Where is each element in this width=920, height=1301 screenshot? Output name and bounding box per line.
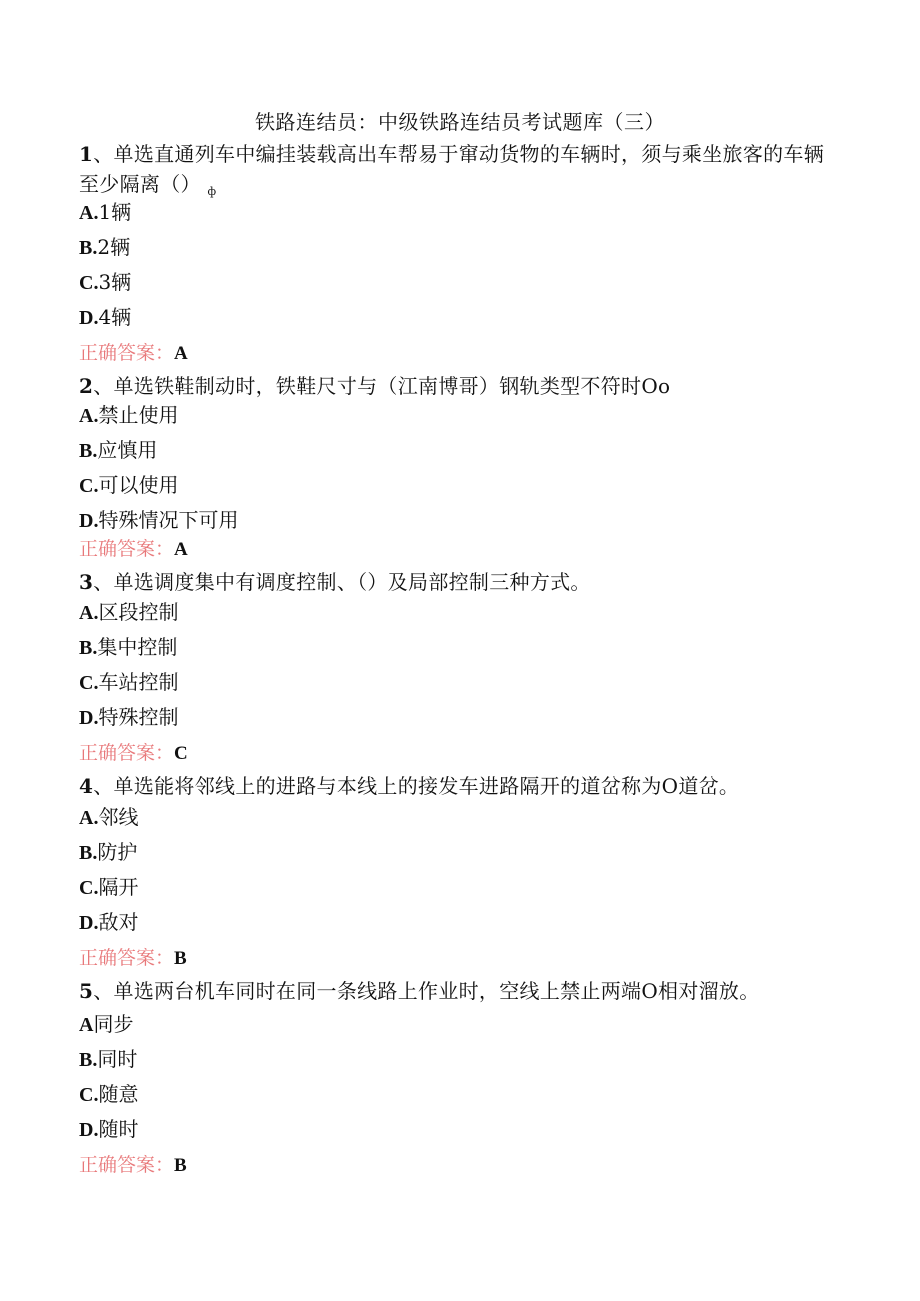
question-stem: 、单选调度集中有调度控制、（）及局部控制三种方式。 <box>93 570 591 594</box>
option-c: C.3辆 <box>79 270 132 294</box>
option-b: B.同时 <box>79 1047 138 1071</box>
option-b: B.应慎用 <box>79 438 158 462</box>
question-number: 2 <box>79 374 94 398</box>
question-number: 3 <box>79 570 94 594</box>
option-d: D.4辆 <box>79 305 132 329</box>
question-1-text <box>79 139 839 207</box>
answer-line <box>79 1151 187 1180</box>
option-d: D.随时 <box>79 1117 139 1141</box>
option-d: D.敌对 <box>79 910 139 934</box>
option-a: A.区段控制 <box>79 600 179 624</box>
option-a: A同步 <box>79 1012 134 1036</box>
question-number: 4 <box>79 774 94 798</box>
option-a: A.禁止使用 <box>79 403 179 427</box>
question-5-text <box>79 976 839 1006</box>
question-number: 1 <box>79 142 94 166</box>
option-c: C.车站控制 <box>79 670 179 694</box>
answer-label: 正确答案： <box>79 742 175 764</box>
option-a: A.邻线 <box>79 805 139 829</box>
answer-label: 正确答案： <box>79 538 175 560</box>
option-c: C.隔开 <box>79 875 139 899</box>
question-stem: 、单选能将邻线上的进路与本线上的接发车进路隔开的道岔称为O道岔。 <box>93 774 740 798</box>
answer-label: 正确答案： <box>79 1154 175 1176</box>
option-b: B.集中控制 <box>79 635 178 659</box>
option-b: B.2辆 <box>79 235 131 259</box>
answer-line <box>79 739 188 768</box>
question-stem: 、单选铁鞋制动时，铁鞋尺寸与（江南博哥）钢轨类型不符时Oo <box>93 374 671 398</box>
answer-line <box>79 944 187 973</box>
question-3-text <box>79 567 839 597</box>
answer-value: B <box>174 1155 187 1176</box>
option-d: D.特殊控制 <box>79 705 179 729</box>
option-b: B.防护 <box>79 840 138 864</box>
answer-value: C <box>174 743 188 764</box>
option-d: D.特殊情况下可用 <box>79 508 239 532</box>
answer-value: B <box>174 948 187 969</box>
answer-label: 正确答案： <box>79 342 175 364</box>
trailing-mark: ф <box>207 185 217 198</box>
answer-label: 正确答案： <box>79 947 175 969</box>
question-number: 5 <box>79 979 94 1003</box>
question-stem: 、单选直通列车中编挂装载高出车帮易于窜动货物的车辆时，须与乘坐旅客的车辆至少隔离（） <box>79 142 825 196</box>
question-4-text <box>79 771 839 801</box>
option-c: C.可以使用 <box>79 473 179 497</box>
answer-value: A <box>174 539 188 560</box>
answer-line <box>79 535 188 564</box>
answer-line <box>79 339 188 368</box>
option-a: A.1辆 <box>79 200 132 224</box>
question-2-text <box>79 371 839 401</box>
option-c: C.随意 <box>79 1082 139 1106</box>
answer-value: A <box>174 343 188 364</box>
document-title: 铁路连结员：中级铁路连结员考试题库（三） <box>255 110 665 134</box>
question-stem: 、单选两台机车同时在同一条线路上作业时，空线上禁止两端O相对溜放。 <box>93 979 760 1003</box>
